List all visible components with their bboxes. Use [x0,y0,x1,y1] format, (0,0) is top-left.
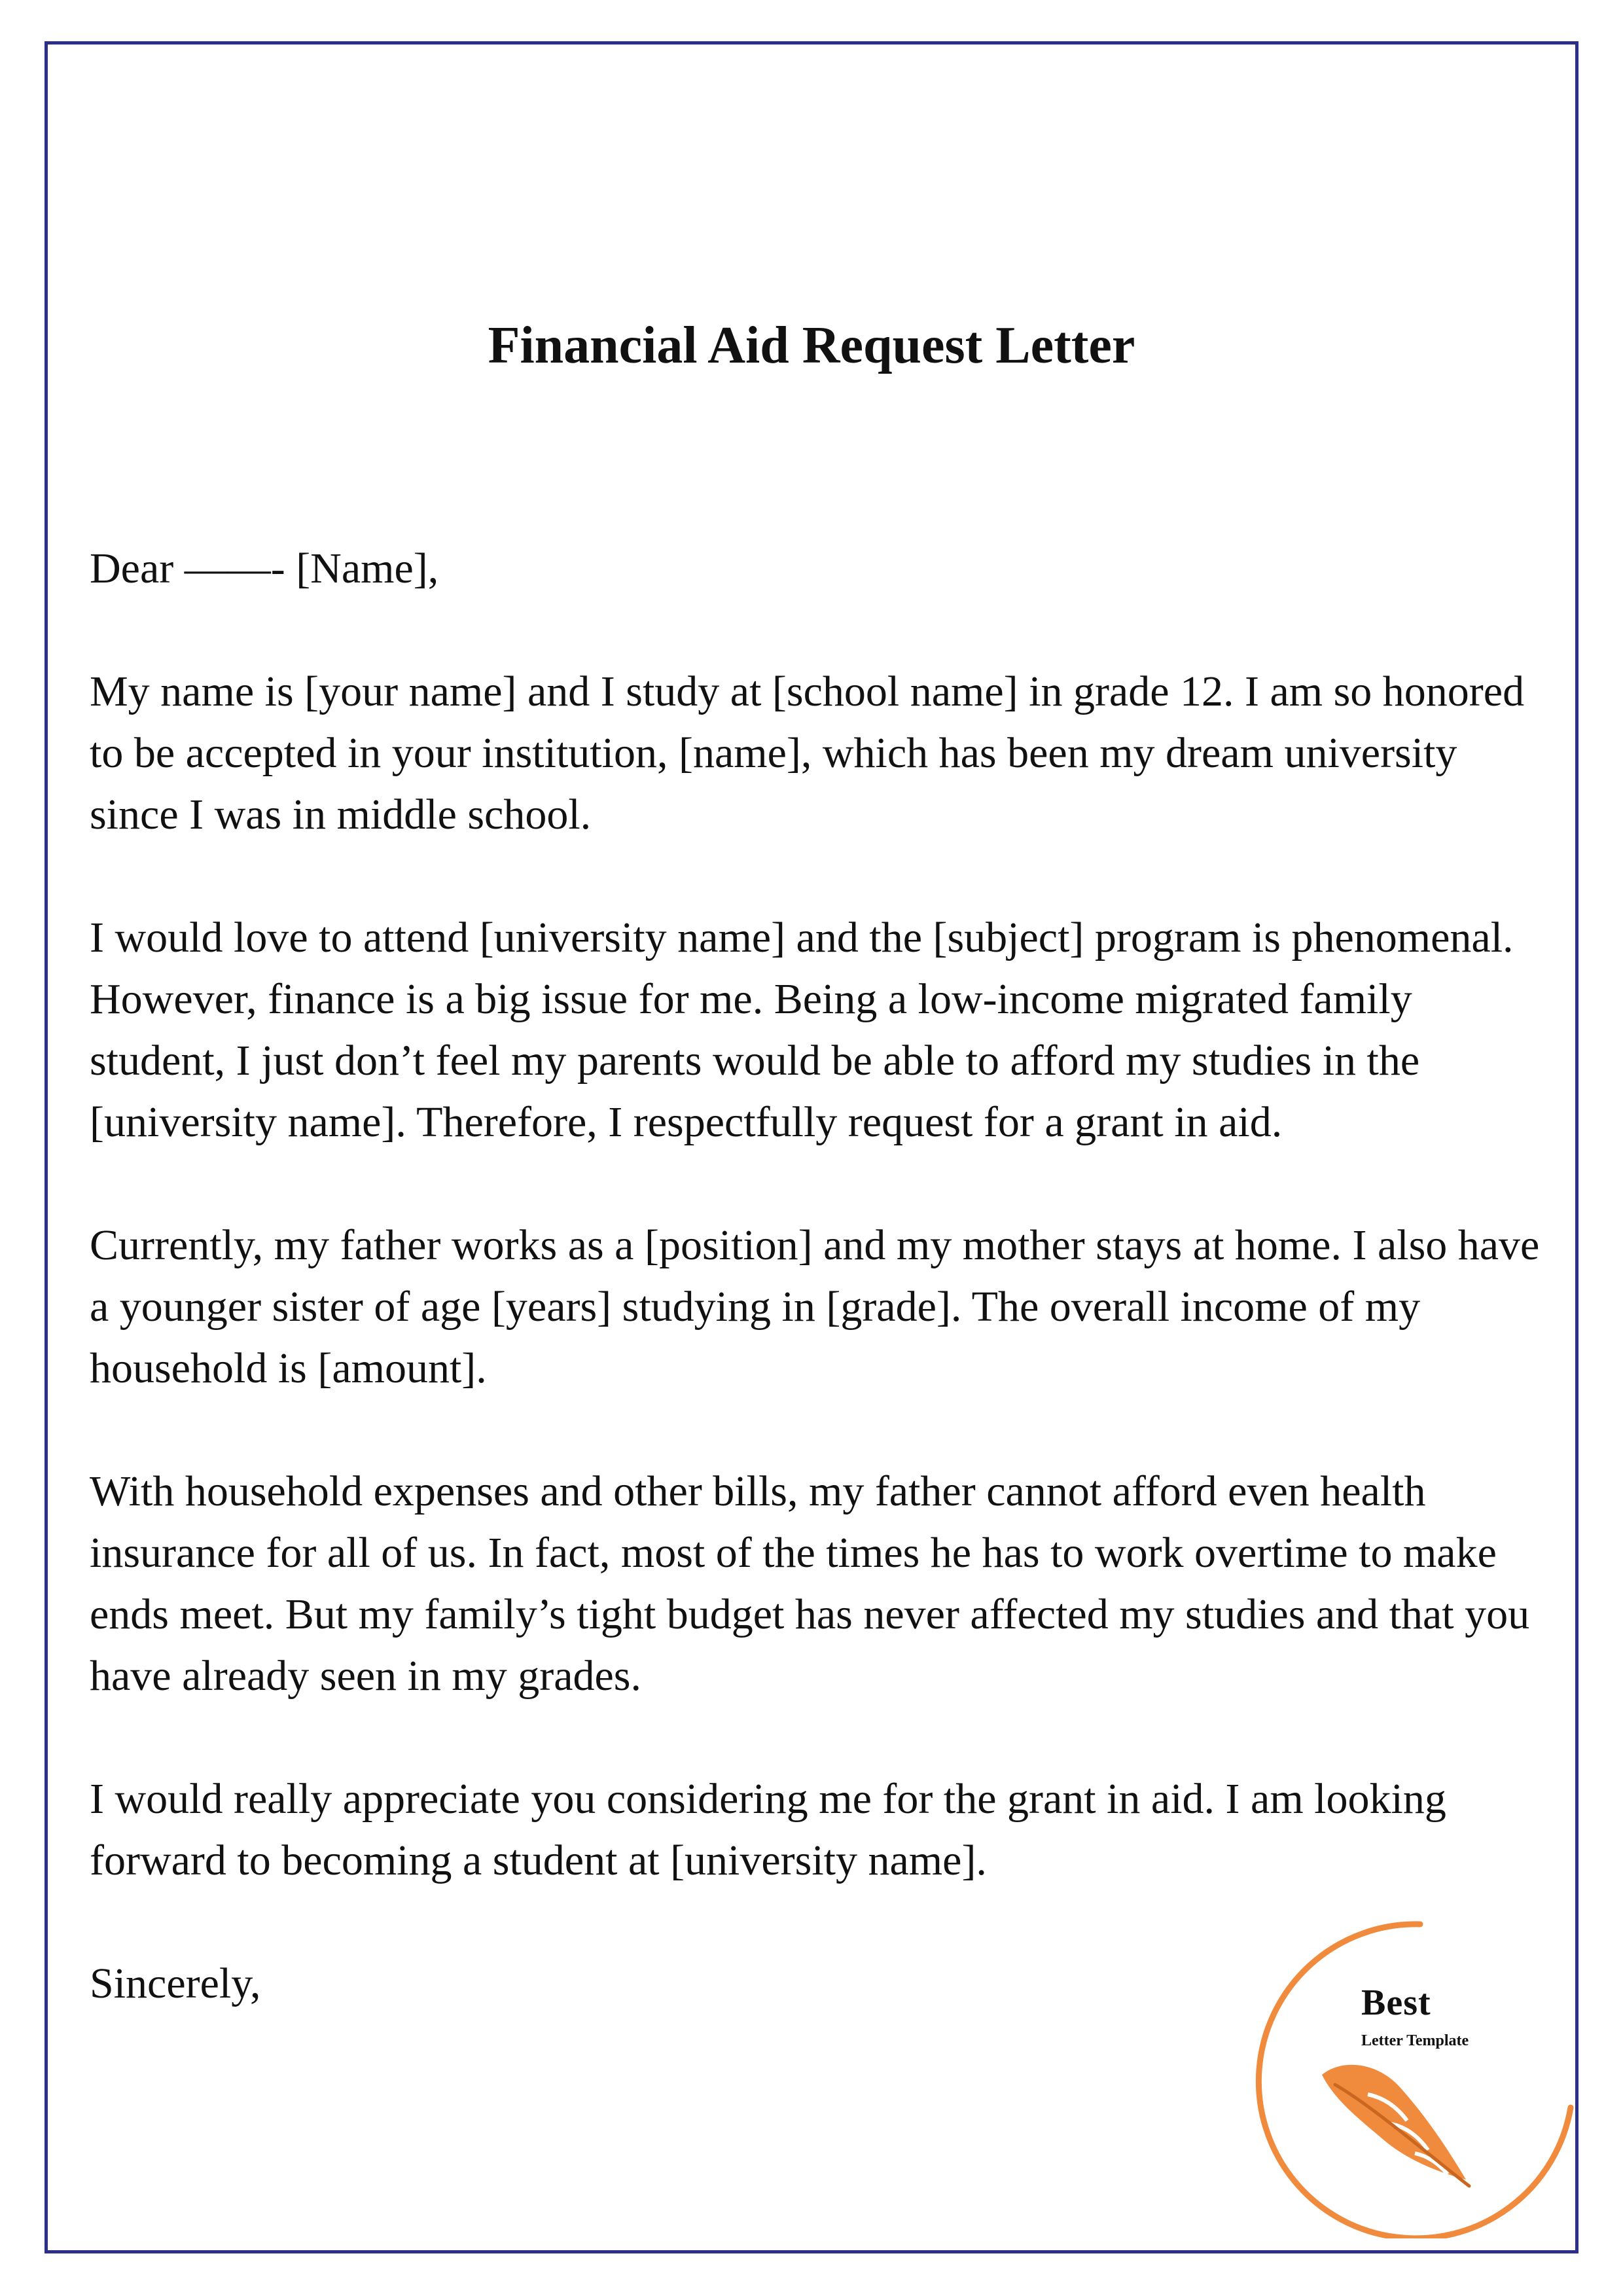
logo-graphic [1243,1898,1584,2238]
feather-icon [1322,2065,1469,2186]
paragraph-family: Currently, my father works as a [position] and my mother stays at home. I also have a younger sister of age [years] studying in [grade]. The overall income of my household is [amount]. [90,1221,1540,1392]
closing: Sincerely, [90,1960,261,2007]
salutation: Dear ——- [Name], [90,545,439,592]
paragraph-expenses: With household expenses and other bills, my father cannot afford even health insurance for all of us. In fact, most of the times he has to work overtime to make ends meet. But my family’s tight budget has never affected my studies and that you have already seen in my grades. [90,1467,1530,1700]
letter-body [90,538,1543,2015]
logo-ring-icon [1258,1924,1571,2238]
page-title: Financial Aid Request Letter [488,317,1135,374]
paragraph-request: I would love to attend [university name] and the [subject] program is phenomenal. However, finance is a big issue for me. Being a low-income migrated family student, I just don’t feel my parents would be able to afford my studies in the [university name]. Therefore, I respectfully request for a grant in aid. [90,914,1514,1146]
paragraph-appreciation: I would really appreciate you considering me for the grant in aid. I am looking forward to becoming a student at [university name]. [90,1775,1446,1884]
logo-wordmark: Best [1361,1982,1431,2023]
brand-logo [1243,1898,1584,2238]
paragraph-introduction: My name is [your name] and I study at [school name] in grade 12. I am so honored to be accepted in your institution, [name], which has been my dream university since I was in middle school. [90,668,1525,838]
logo-subtitle: Letter Template [1361,2032,1469,2049]
